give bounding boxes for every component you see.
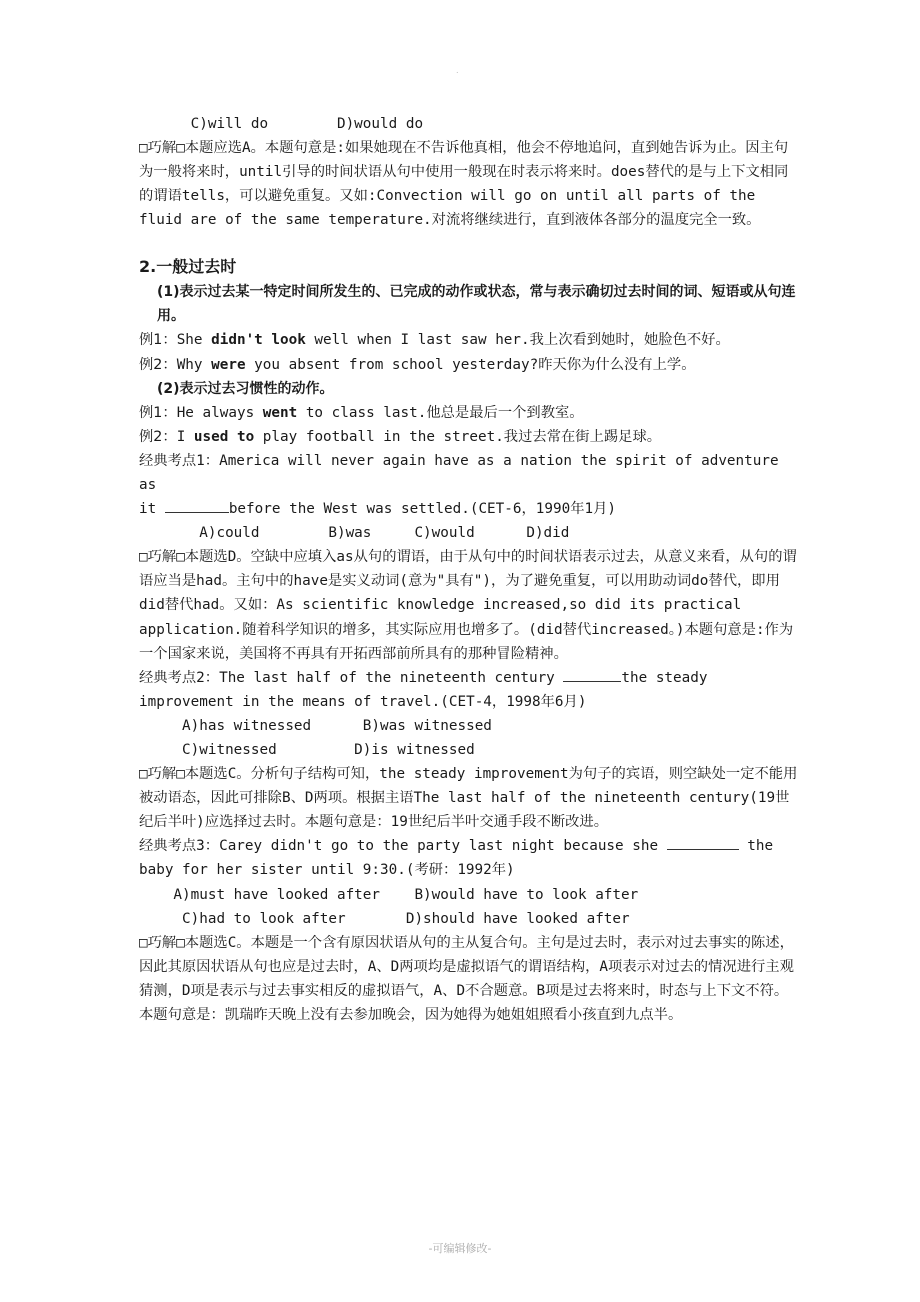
example-1 — [139, 328, 799, 352]
q3-stem — [139, 834, 799, 882]
example-text: I — [176, 428, 194, 445]
top-mark: . — [456, 66, 459, 75]
q1-stem-text: it — [139, 501, 165, 518]
example-keyword: didn't look — [211, 332, 306, 349]
q3-explanation: □巧解□本题选C。本题是一个含有原因状语从句的主从复合句。主句是过去时，表示对过去事实的陈述，因此其原因状语从句也应是过去时，A、D两项均是虚拟语气的谓语结构，A项表示对过去的情况进行主观猜测，D项是表示与过去事实相反的虚拟语气，A、D不合题意。B项是过去将来时，时态与上下文不符。本题句意是：凯瑞昨天晚上没有去参加晚会，因为她得为她姐姐照看小孩直到九点半。 — [139, 934, 794, 1023]
q2-stem — [139, 666, 799, 714]
section-title: 2.一般过去时 — [139, 257, 237, 277]
q1-stem-cont — [139, 497, 799, 521]
example-keyword: were — [211, 356, 246, 373]
q1-explanation: □巧解□本题选D。空缺中应填入as从句的谓语，由于从句中的时间状语表示过去，从意义来看，从句的谓语应当是had。主句中的have是实义动词(意为"具有")，为了避免重复，可以用助动词do替代，即用did替代had。又如：As scientific knowledge increased,so did its practical application.随着科学知识的增多，其实际应用也增多了。(did替代increased。)本题句意是:作为一个国家来说，美国将不再具有开拓西部前所具有的那种冒险精神。 — [139, 549, 797, 662]
example-label: 例2： — [139, 428, 177, 445]
q2-stem-text: the steady improvement in the means of travel.(CET-4，1998年6月) — [139, 669, 708, 710]
q3-stem-text: 经典考点3：Carey didn't go to the party last night because she — [139, 838, 667, 855]
q1-stem: 经典考点1：America will never again have as a nation the spirit of adventure as — [139, 452, 779, 493]
example-label: 例1： — [139, 404, 177, 421]
q2-explanation: □巧解□本题选C。分析句子结构可知，the steady improvement为句子的宾语，则空缺处一定不能用被动语态，因此可排除B、D两项。根据主语The last half of the nineteenth century(19世纪后半叶)应选择过去时。本题句意是：19世纪后半叶交通手段不断改进。 — [139, 766, 798, 831]
example-label: 例1： — [139, 332, 177, 349]
example-text: He always — [176, 404, 263, 421]
example-text: Why — [176, 356, 212, 373]
example-label: 例2： — [139, 356, 177, 373]
q3-options-1: A)must have looked after B)would have to look after — [139, 886, 639, 903]
page-footer: -可编辑修改- — [428, 1242, 492, 1255]
document-body — [139, 112, 799, 1027]
answer-blank — [165, 498, 229, 513]
q2-stem-text: 经典考点2：The last half of the nineteenth century — [139, 669, 564, 686]
example-2 — [139, 353, 799, 377]
example-text: well when I last saw her.我上次看到她时，她脸色不好。 — [305, 332, 730, 349]
example-3 — [139, 401, 799, 425]
q3-options-2: C)had to look after D)should have looked after — [139, 910, 630, 927]
rule-2: (2)表示过去习惯性的动作。 — [157, 380, 334, 397]
example-text: you absent from school yesterday?昨天你为什么没有上学。 — [245, 356, 696, 373]
q3-stem-text: the baby for her sister until 9:30.(考研：1992年) — [139, 838, 774, 879]
example-text: She — [176, 332, 212, 349]
rule-1: (1)表示过去某一特定时间所发生的、已完成的动作或状态，常与表示确切过去时间的词、短语或从句连用。 — [157, 284, 796, 325]
q1-stem-text: before the West was settled.(CET-6，1990年1月) — [228, 501, 617, 518]
q2-options-1: A)has witnessed B)was witnessed — [139, 717, 492, 734]
example-text: play football in the street.我过去常在街上踢足球。 — [254, 428, 662, 445]
answer-blank — [667, 835, 739, 850]
q0-explanation: □巧解□本题应选A。本题句意是:如果她现在不告诉他真相，他会不停地追问，直到她告诉为止。因主句为一般将来时，until引导的时间状语从句中使用一般现在时表示将来时。does替代的是与上下文相同的谓语tells，可以避免重复。又如:Convection will go on until all parts of the fluid are of the same temperature.对流将继续进行，直到液体各部分的温度完全一致。 — [139, 140, 789, 229]
q1-options: A)could B)was C)would D)did — [139, 525, 570, 542]
example-4 — [139, 425, 799, 449]
example-text: to class last.他总是最后一个到教室。 — [297, 404, 584, 421]
answer-blank — [563, 667, 621, 682]
q2-options-2: C)witnessed D)is witnessed — [139, 741, 475, 758]
example-keyword: went — [262, 404, 298, 421]
q0-options: C)will do D)would do — [139, 116, 424, 132]
example-keyword: used to — [193, 428, 255, 445]
